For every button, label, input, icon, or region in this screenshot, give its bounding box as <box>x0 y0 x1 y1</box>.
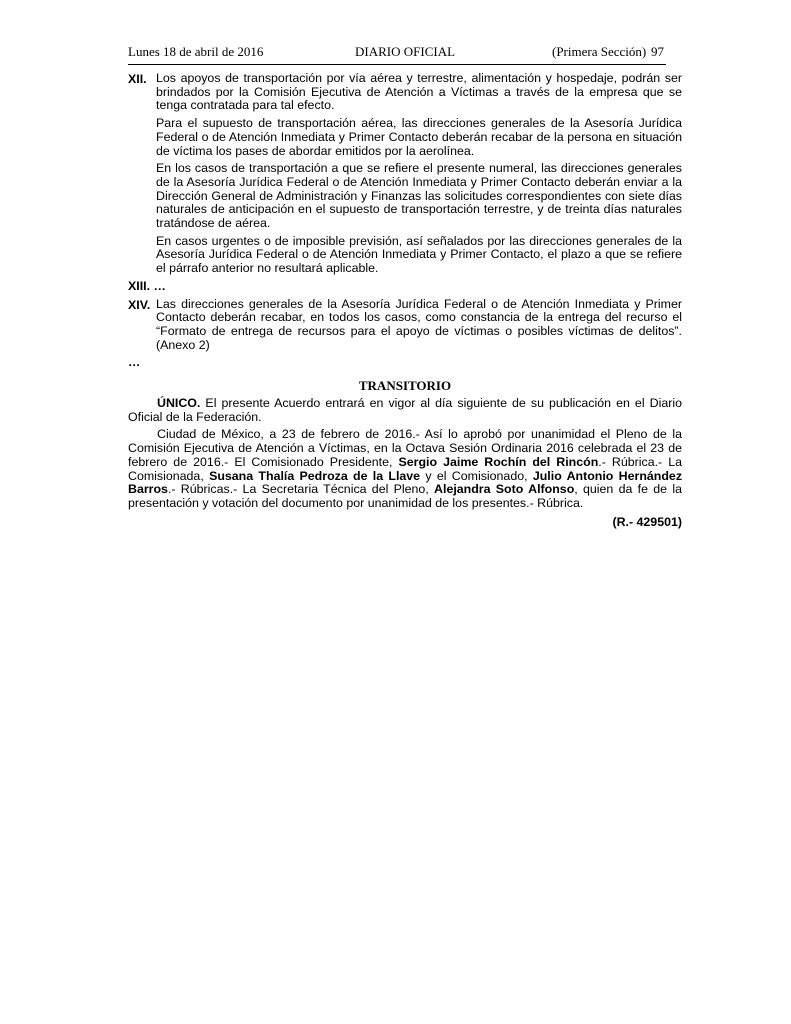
item-xiii: XIII. … <box>128 278 166 293</box>
unico-paragraph <box>128 397 682 424</box>
page-header <box>128 44 666 65</box>
closing-text: Ciudad de México, a 23 de febrero de 2016.- Así lo aprobó por unanimidad el Pleno de la Comisión Ejecutiva de Atención a Víctimas, en la Octava Sesión Ordinaria 2016 celebrada el 23 de febrero de 2016.- El Comisionado Presidente, <box>128 427 682 469</box>
signatory-name: Julio Antonio Hernández Barros <box>128 468 683 497</box>
signatory-name: Sergio Jaime Rochín del Rincón <box>398 454 599 469</box>
signatory-name: Susana Thalía Pedroza de la Llave <box>209 468 421 483</box>
reference-number: (R.- 429501) <box>612 514 682 529</box>
closing-text: , quien da fe de la presentación y votación del documento por unanimidad de los presentes.- Rúbrica. <box>128 482 682 510</box>
closing-text: .- Rúbricas.- La Secretaria Técnica del Pleno, <box>167 482 435 497</box>
item-xiv <box>128 298 682 353</box>
unico-label: ÚNICO. <box>157 396 201 411</box>
paragraph: En los casos de transportación a que se refiere el presente numeral, las direcciones generales de la Asesoría Jurídica Federal o de Atención Inmediata y Primer Contacto deberán enviar a la Dirección General de Administración y Finanzas las solicitudes correspondientes con siete días naturales de anticipación en el supuesto de transportación terrestre, y de treinta días naturales tratándose de aérea. <box>156 161 682 231</box>
closing-paragraph <box>128 428 682 510</box>
ellipsis: … <box>128 355 141 370</box>
closing-text: y el Comisionado, <box>420 468 533 483</box>
signatory-name: Alejandra Soto Alfonso <box>434 482 575 497</box>
item-xii <box>128 72 682 276</box>
closing-text: .- Rúbrica.- La Comisionada, <box>128 454 682 483</box>
paragraph: En casos urgentes o de imposible previsión, así señalados por las direcciones generales de la Asesoría Jurídica Federal o de Atención Inmediata y Primer Contacto, el plazo a que se refiere el párrafo anterior no resultará aplicable. <box>156 233 682 276</box>
paragraph: Las direcciones generales de la Asesoría Jurídica Federal o de Atención Inmediata y Primer Contacto deberán recabar, en todos los casos, como constancia de la entrega del recurso el “Formato de entrega de recursos para el apoyo de víctimas o posibles víctimas de delitos”. (Anexo 2) <box>156 296 682 352</box>
header-page-number: 97 <box>651 44 664 59</box>
section-heading: TRANSITORIO <box>358 378 452 394</box>
unico-text: El presente Acuerdo entrará en vigor al día siguiente de su publicación en el Diario Oficial de la Federación. <box>128 396 682 424</box>
paragraph: Los apoyos de transportación por vía aérea y terrestre, alimentación y hospedaje, podrán ser brindados por la Comisión Ejecutiva de Atención a Víctimas a través de la empresa que se tenga contratada para tal efecto. <box>156 71 682 113</box>
item-number: XIV. <box>128 297 151 312</box>
header-section: (Primera Sección) <box>552 44 647 59</box>
header-date: Lunes 18 de abril de 2016 <box>128 44 264 59</box>
header-title: DIARIO OFICIAL <box>355 44 456 59</box>
document-body <box>128 72 682 529</box>
item-number: XII. <box>128 72 147 86</box>
paragraph: Para el supuesto de transportación aérea, las direcciones generales de la Asesoría Jurídica Federal o de Atención Inmediata y Primer Contacto deberán recabar de la persona en situación de víctima los pases de abordar emitidos por la aerolínea. <box>156 116 682 158</box>
